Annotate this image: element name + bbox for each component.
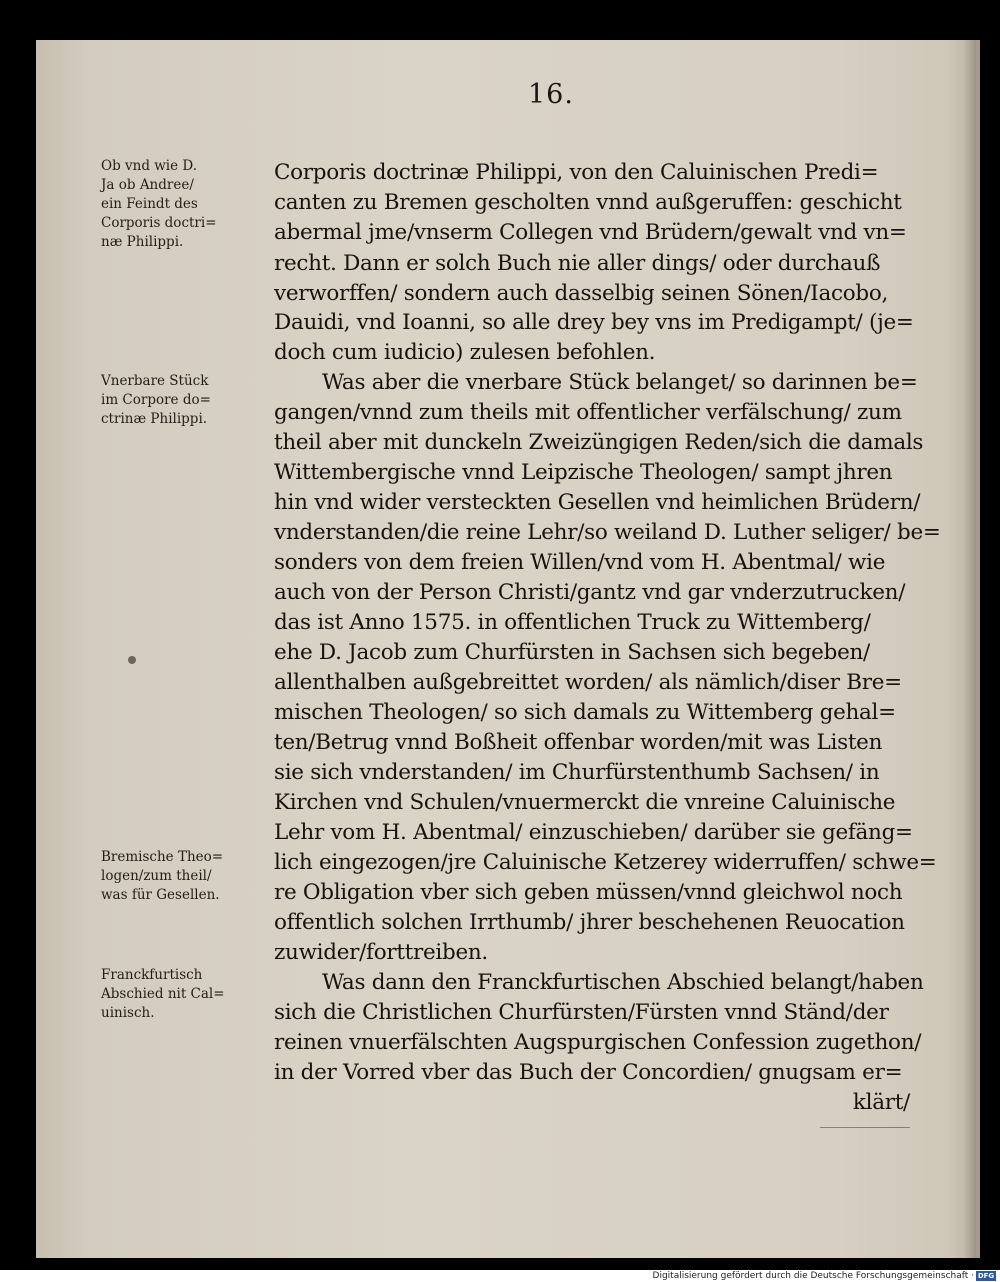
- margin-note-line: ein Feindt des: [101, 196, 198, 212]
- body-line: lich eingezogen/jre Caluinische Ketzerey widerruffen/ schwe=: [274, 850, 937, 875]
- body-line: reinen vnuerfälschten Augspurgischen Confession zugethon/: [274, 1030, 922, 1055]
- body-line: vnderstanden/die reine Lehr/so weiland D. Luther seliger/ be=: [274, 520, 941, 545]
- body-line: offentlich solchen Irrthumb/ jhrer beschehenen Reuocation: [274, 910, 905, 935]
- body-line: sich die Christlichen Churfürsten/Fürsten vnnd Ständ/der: [274, 1000, 889, 1025]
- ink-spot: [128, 656, 136, 664]
- margin-note-line: Corporis doctri=: [101, 215, 217, 231]
- footer-credit: Digitalisierung gefördert durch die Deutsche Forschungsgemeinschaft ·: [652, 1271, 974, 1281]
- margin-note-line: uinisch.: [101, 1005, 155, 1021]
- margin-note-line: Vnerbare Stück: [101, 373, 209, 389]
- margin-note-line: Franckfurtisch: [101, 967, 203, 983]
- body-line: gangen/vnnd zum theils mit offentlicher verfälschung/ zum: [274, 400, 902, 425]
- body-line: sie sich vnderstanden/ im Churfürstenthumb Sachsen/ in: [274, 760, 880, 785]
- body-line: auch von der Person Christi/gantz vnd gar vnderzutrucken/: [274, 580, 906, 605]
- margin-note-line: næ Philippi.: [101, 234, 184, 250]
- body-line: canten zu Bremen gescholten vnnd außgeruffen: geschicht: [274, 190, 902, 215]
- body-line: in der Vorred vber das Buch der Concordien/ gnugsam er=: [274, 1060, 903, 1085]
- footer-bar: [0, 1270, 1000, 1282]
- body-line: verworffen/ sondern auch dasselbig seinen Sönen/Iacobo,: [274, 281, 889, 306]
- body-line: Kirchen vnd Schulen/vnuermerckt die vnreine Caluinische: [274, 790, 896, 815]
- body-line: ten/Betrug vnnd Boßheit offenbar worden/mit was Listen: [274, 730, 883, 755]
- body-line: Dauidi, vnd Ioanni, so alle drey bey vns im Predigampt/ (je=: [274, 310, 914, 335]
- margin-note-line: im Corpore do=: [101, 392, 211, 408]
- body-line: abermal jme/vnserm Collegen vnd Brüdern/gewalt vnd vn=: [274, 220, 907, 245]
- margin-note-line: Bremische Theo=: [101, 849, 224, 865]
- body-line: Wittembergische vnnd Leipzische Theologen/ sampt jhren: [274, 460, 893, 485]
- margin-note-line: Ja ob Andree/: [101, 177, 194, 193]
- dfg-logo: DFG: [977, 1272, 995, 1280]
- body-line: das ist Anno 1575. in offentlichen Truck zu Wittemberg/: [274, 610, 871, 635]
- margin-note-2: [101, 372, 271, 429]
- page-number: 16.: [528, 79, 574, 110]
- margin-note-4: [101, 966, 271, 1023]
- body-line: doch cum iudicio) zulesen befohlen.: [274, 340, 656, 365]
- margin-note-3: [101, 848, 271, 905]
- catchword-rule: [820, 1127, 910, 1128]
- margin-note-line: Ob vnd wie D.: [101, 158, 198, 174]
- margin-note-line: Abschied nit Cal=: [101, 986, 225, 1002]
- margin-note-line: logen/zum theil/: [101, 868, 212, 884]
- body-line: sonders von dem freien Willen/vnd vom H. Abentmal/ wie: [274, 550, 886, 575]
- margin-note-1: [101, 157, 271, 252]
- body-line: zuwider/forttreiben.: [274, 940, 488, 965]
- catchword: klärt/: [852, 1090, 910, 1115]
- margin-note-line: ctrinæ Philippi.: [101, 411, 208, 427]
- body-line: recht. Dann er solch Buch nie aller dings/ oder durchauß: [274, 251, 881, 276]
- body-line: Lehr vom H. Abentmal/ einzuschieben/ darüber sie gefäng=: [274, 820, 913, 845]
- body-line: allenthalben außgebreittet worden/ als nämlich/diser Bre=: [274, 670, 902, 695]
- body-line: Was dann den Franckfurtischen Abschied belangt/haben: [322, 970, 924, 995]
- body-line: ehe D. Jacob zum Churfürsten in Sachsen sich begeben/: [274, 640, 870, 665]
- body-line: hin vnd wider versteckten Gesellen vnd heimlichen Brüdern/: [274, 490, 921, 515]
- body-line: Was aber die vnerbare Stück belanget/ so darinnen be=: [322, 370, 918, 395]
- body-line: theil aber mit dunckeln Zweizüngigen Reden/sich die damals: [274, 430, 924, 455]
- body-line: mischen Theologen/ so sich damals zu Wittemberg gehal=: [274, 700, 896, 725]
- margin-note-line: was für Gesellen.: [101, 887, 220, 903]
- body-line: Corporis doctrinæ Philippi, von den Caluinischen Predi=: [274, 160, 879, 185]
- body-line: re Obligation vber sich geben müssen/vnnd gleichwol noch: [274, 880, 903, 905]
